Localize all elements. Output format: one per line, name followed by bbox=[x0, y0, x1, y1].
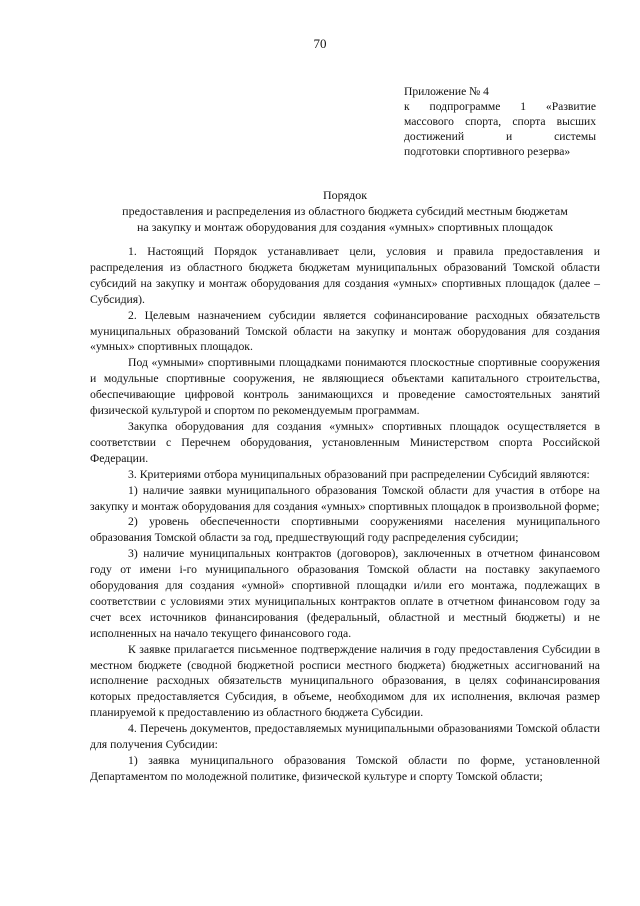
appendix-line: подготовки спортивного резерва» bbox=[404, 145, 571, 158]
paragraph: 2) уровень обеспеченности спортивными сооружениями населения муниципального образования Томской области за год, предшествующий году распределения субсидии; bbox=[90, 515, 600, 545]
page-number: 70 bbox=[313, 36, 327, 51]
title-line: на закупку и монтаж оборудования для создания «умных» спортивных площадок bbox=[137, 220, 553, 234]
paragraph: 3) наличие муниципальных контрактов (договоров), заключенных в отчетном финансовом году от имени i-го муниципального образования Томской области на поставку закупаемого оборудования для создания «умной» спортивной площадки и/или его монтажа, подлежащих в соответствии с условиями этих муниципальных контрактов оплате в отчетном финансовом году за счет всех источников финансирования (федеральный, областной и местный бюджеты) и не исполненных на начало текущего финансового года. bbox=[90, 547, 600, 640]
paragraph: 1) заявка муниципального образования Томской области по форме, установленной Департаментом по молодежной политике, физической культуре и спорту Томской области; bbox=[90, 754, 600, 783]
document-body bbox=[90, 244, 600, 785]
paragraph: 3. Критериями отбора муниципальных образований при распределении Субсидий являются: bbox=[128, 467, 590, 481]
paragraph: Под «умными» спортивными площадками понимаются плоскостные спортивные сооружения и модульные спортивные сооружения, не являющиеся объектами капитального строительства, обеспечивающие цифровой контроль занимающихся и проведение самостоятельных занятий физической культурой и спортом по рекомендуемым программам. bbox=[90, 356, 600, 418]
title-line: предоставления и распределения из областного бюджета субсидий местным бюджетам bbox=[122, 204, 568, 218]
paragraph: 4. Перечень документов, предоставляемых муниципальными образованиями Томской области для получения Субсидии: bbox=[90, 722, 600, 752]
document-title bbox=[90, 187, 600, 235]
appendix-line: к подпрограмме 1 «Развитие bbox=[404, 100, 596, 113]
appendix-line: массового спорта, спорта высших bbox=[404, 115, 596, 128]
paragraph: Закупка оборудования для создания «умных» спортивных площадок осуществляется в соответствии с Перечнем оборудования, установленным Министерством спорта Российской Федерации. bbox=[90, 419, 600, 465]
appendix-line: Приложение № 4 bbox=[404, 85, 489, 98]
paragraph: 1. Настоящий Порядок устанавливает цели, условия и правила предоставления и распределения из областного бюджета бюджетам муниципальных образований Томской области субсидий на закупку и монтаж оборудования для создания «умных» спортивных площадок (далее – Субсидия). bbox=[90, 245, 600, 306]
paragraph: 1) наличие заявки муниципального образования Томской области для участия в отборе на закупку и монтаж оборудования для создания «умных» спортивных площадок в произвольной форме; bbox=[90, 483, 600, 513]
title-heading: Порядок bbox=[322, 188, 368, 202]
appendix-line: достижений и системы bbox=[404, 130, 596, 143]
appendix-header bbox=[404, 84, 596, 159]
paragraph: 2. Целевым назначением субсидии является софинансирование расходных обязательств муниципальных образований Томской области на закупку и монтаж оборудования для создания «умных» спортивных площадок. bbox=[90, 308, 600, 354]
paragraph: К заявке прилагается письменное подтверждение наличия в году предоставления Субсидии в местном бюджете (сводной бюджетной росписи местного бюджета) бюджетных ассигнований на исполнение расходных обязательств муниципального образования, в целях софинансирования которых предоставляется Субсидия, в объеме, необходимом для их исполнения, включая размер планируемой к предоставлению из областного бюджета Субсидии. bbox=[90, 642, 600, 720]
